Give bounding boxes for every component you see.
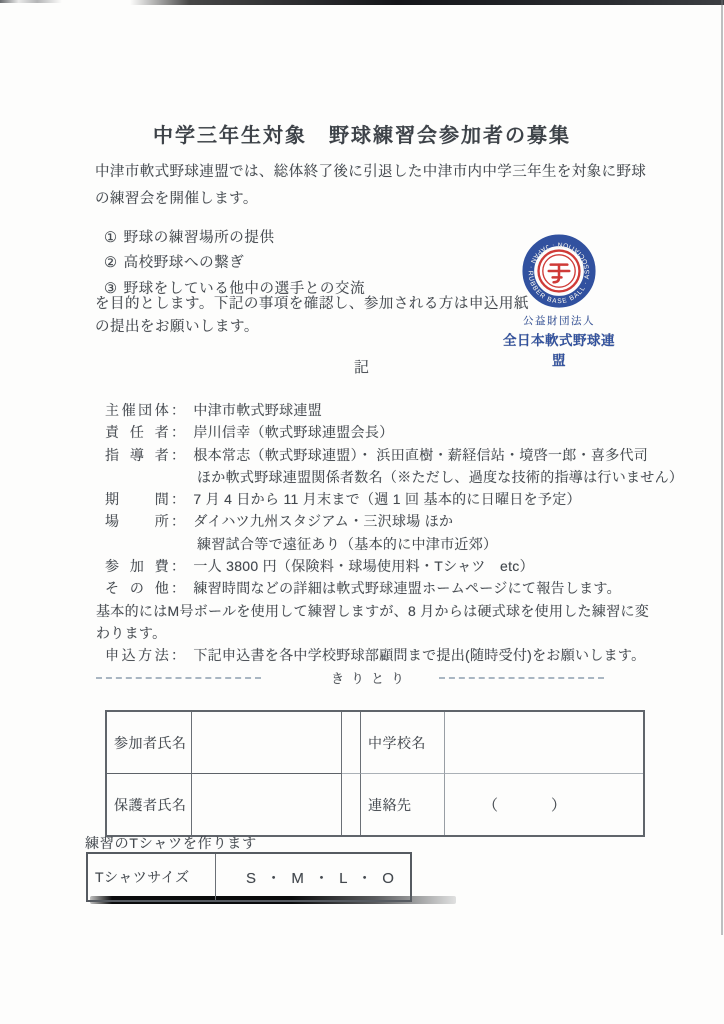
detail-colon: ： xyxy=(171,580,186,597)
goal-item-2 xyxy=(104,251,365,276)
detail-colon: ： xyxy=(171,402,186,418)
logo-org-type: 公益財団法人 xyxy=(523,315,595,327)
guardian-name-field xyxy=(192,774,342,835)
detail-row-other xyxy=(96,577,656,599)
table-gap-column xyxy=(342,712,361,774)
cut-dash-right xyxy=(439,677,604,679)
detail-row-instructors xyxy=(96,444,656,466)
application-form-table xyxy=(105,710,645,837)
detail-label: 参加費 xyxy=(105,558,169,575)
contact-label: 連絡先 xyxy=(361,774,445,835)
tshirt-note: 練習のTシャツを作ります xyxy=(85,835,257,851)
detail-value: 下記申込書を各中学校野球部顧問まで提出(随時受付)をお願いします。 xyxy=(193,647,646,664)
detail-value: 岸川信幸（軟式野球連盟会長） xyxy=(193,424,394,441)
purpose-paragraph xyxy=(95,293,529,338)
table-gap-column xyxy=(342,774,361,835)
detail-value: 根本常志（軟式野球連盟）・ 浜田直樹・薪経信站・境啓一郎・喜多代司 xyxy=(193,446,649,463)
detail-colon: ： xyxy=(171,647,186,664)
goal-number-1: ① xyxy=(104,230,118,246)
detail-note-line-2: わります。 xyxy=(96,624,167,641)
goal-text-2: 高校野球への繋ぎ xyxy=(123,255,245,272)
participant-name-field xyxy=(192,712,342,774)
detail-label: 主催団体 xyxy=(105,402,169,418)
detail-value: ダイハツ九州スタジアム・三沢球場 ほか xyxy=(193,513,454,530)
detail-colon: ： xyxy=(171,491,186,508)
detail-colon: ： xyxy=(171,513,186,530)
goal-item-1 xyxy=(104,226,365,251)
cut-here-line xyxy=(96,668,644,687)
detail-label: 申込方法 xyxy=(105,647,169,664)
detail-colon: ： xyxy=(171,558,186,575)
detail-row-period xyxy=(96,488,656,510)
detail-colon: ： xyxy=(171,446,186,463)
logo-ring-text: RUBBER BASE BALL · ASSOCIATION · JAPAN · xyxy=(526,240,592,306)
page-title: 中学三年生対象 野球練習会参加者の募集 xyxy=(153,125,571,147)
detail-row-fee xyxy=(96,555,656,577)
intro-line-2: の練習会を開催します。 xyxy=(95,191,258,207)
detail-row-location-cont: 練習試合等で遠征あり（基本的に中津市近郊） xyxy=(197,535,498,552)
cut-dash-left xyxy=(96,677,261,679)
detail-colon: ： xyxy=(171,424,186,441)
detail-value: 中津市軟式野球連盟 xyxy=(193,402,323,418)
tshirt-size-label: Tシャツサイズ xyxy=(88,854,216,900)
detail-row-instructors-cont: ほか軟式野球連盟関係者数名（※ただし、過度な技術的指導は行いません） xyxy=(197,468,684,485)
intro-line-1: 中津市軟式野球連盟では、総体終了後に引退した中津市内中学三年生を対象に野球 xyxy=(95,164,647,180)
goal-text-1: 野球の練習場所の提供 xyxy=(123,230,275,246)
purpose-line-1: を目的とします。下記の事項を確認し、参加される方は申込用紙 xyxy=(95,296,529,312)
tshirt-size-table xyxy=(86,852,412,902)
school-name-field xyxy=(445,712,643,774)
school-name-label: 中学校名 xyxy=(361,712,445,774)
scan-smudge-top-left xyxy=(0,0,62,3)
detail-row-location xyxy=(96,510,656,532)
detail-note-line-1: 基本的にはM号ボールを使用して練習しますが、8 月からは硬式球を使用した練習に変 xyxy=(96,602,650,619)
logo-org-name: 全日本軟式野球連盟 xyxy=(503,333,615,368)
detail-row-organizer xyxy=(96,399,656,421)
detail-value: 7 月 4 日から 11 月末まで（週 1 回 基本的に日曜日を予定） xyxy=(193,491,581,508)
goal-text-3: 野球をしている他中の選手との交流 xyxy=(123,280,366,297)
rubber-baseball-emblem-icon xyxy=(520,232,598,310)
detail-label: 指導者 xyxy=(105,446,169,463)
purpose-line-2: の提出をお願いします。 xyxy=(95,318,259,335)
detail-label: 場所 xyxy=(105,513,169,530)
goals-list xyxy=(104,226,365,302)
guardian-name-label: 保護者氏名 xyxy=(107,774,192,835)
detail-row-application xyxy=(96,644,656,666)
participant-name-label: 参加者氏名 xyxy=(107,712,192,774)
detail-label: 責任者 xyxy=(105,424,169,441)
detail-label: その他 xyxy=(105,580,169,597)
record-mark: 記 xyxy=(353,359,370,376)
intro-paragraph xyxy=(95,159,655,213)
contact-field: （ ） xyxy=(483,797,569,814)
detail-row-responsible xyxy=(96,421,656,443)
goal-number-2: ② xyxy=(104,255,118,272)
detail-label: 期間 xyxy=(105,491,169,508)
detail-value: 一人 3800 円（保険料・球場使用料・Tシャツ etc） xyxy=(193,558,534,575)
scan-smudge-top xyxy=(130,0,724,5)
goal-number-3: ③ xyxy=(104,280,118,297)
detail-value: 練習時間などの詳細は軟式野球連盟ホームページにて報告します。 xyxy=(193,580,621,597)
jsbb-association-logo xyxy=(500,232,618,369)
cut-here-label: きりとり xyxy=(331,671,412,686)
tshirt-size-options: S ・ M ・ L ・ O xyxy=(246,869,397,887)
details-list xyxy=(96,399,684,667)
